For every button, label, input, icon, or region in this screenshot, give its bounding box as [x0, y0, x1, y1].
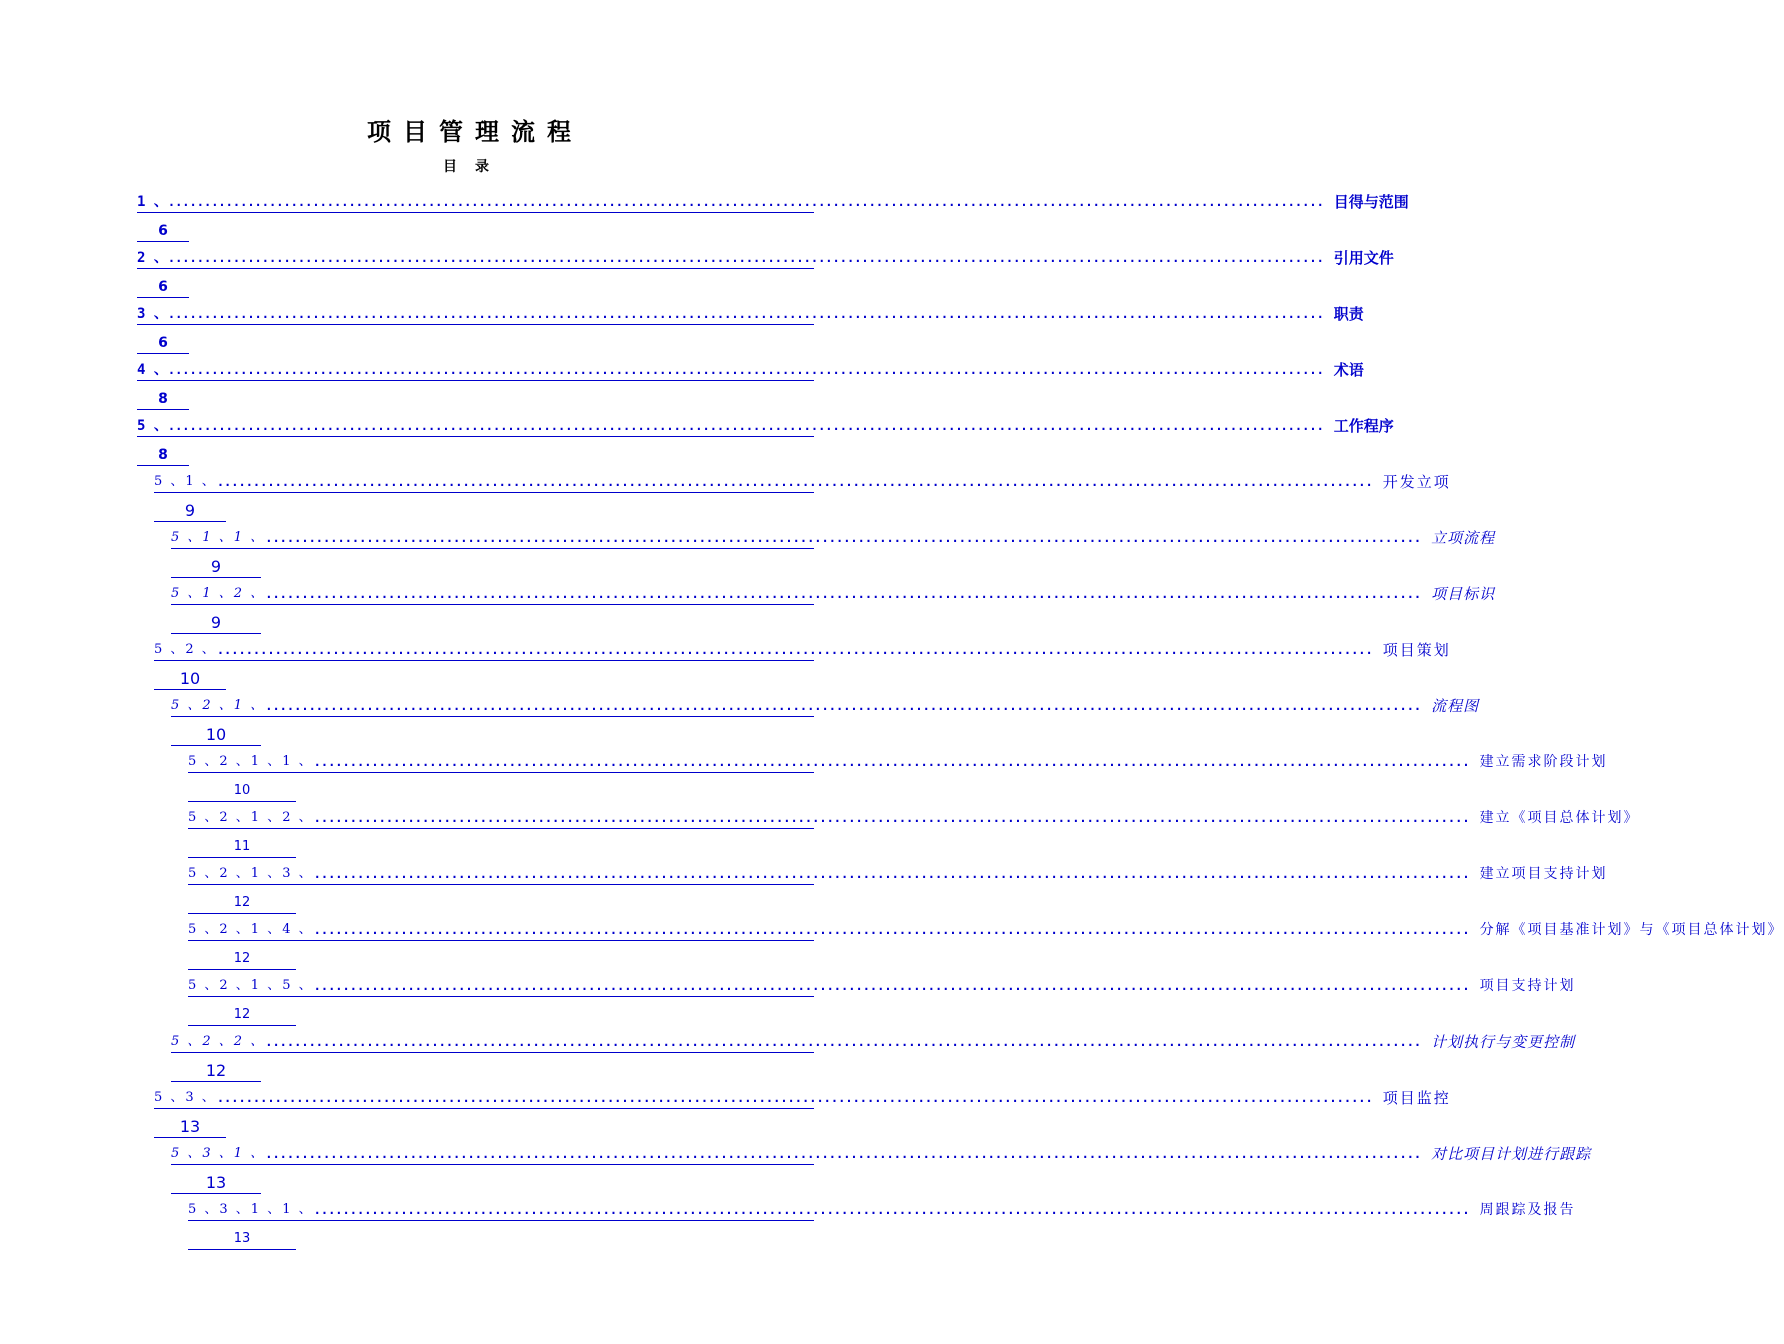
toc-dot-leader: ................................................................................................................................................................ — [313, 811, 1470, 825]
toc-page-number: 9 — [171, 557, 261, 578]
toc-entry-number: 5 、2 、1 、3 、 — [188, 866, 314, 881]
toc-page-number: 11 — [188, 837, 296, 858]
toc-entry-number: 5 、1 、1 、 — [171, 530, 266, 545]
toc-entry-number: 2 、 — [137, 250, 168, 266]
toc-page-number: 12 — [188, 893, 296, 914]
toc-entry-line — [137, 360, 1364, 381]
toc-dot-leader: ................................................................................................................................................................ — [167, 251, 1324, 265]
toc-entry-line — [171, 584, 1496, 605]
toc-dot-leader: ................................................................................................................................................................ — [313, 755, 1470, 769]
toc-entry-line — [154, 1088, 1451, 1109]
toc-entry-line — [154, 640, 1451, 661]
toc-entry-line — [137, 416, 1394, 437]
toc-entry[interactable] — [137, 192, 1409, 242]
toc-page-number: 10 — [171, 725, 261, 746]
toc-entry[interactable] — [188, 864, 1608, 914]
toc-dot-leader: ................................................................................................................................................................ — [313, 979, 1470, 993]
toc-entry-line — [137, 248, 1394, 269]
toc-entry[interactable] — [188, 976, 1576, 1026]
toc-entry-number: 5 、2 、1 、4 、 — [188, 922, 314, 937]
toc-entry[interactable] — [171, 1032, 1576, 1082]
toc-entry-label: 术语 — [1333, 361, 1364, 379]
toc-entry-label: 目得与范围 — [1333, 193, 1409, 211]
toc-entry-line — [188, 976, 1576, 997]
toc-entry-label: 对比项目计划进行跟踪 — [1431, 1145, 1592, 1163]
toc-entry-line — [188, 864, 1608, 885]
toc-entry-label: 分解《项目基准计划》与《项目总体计划》 — [1479, 922, 1784, 938]
toc-page-number: 13 — [154, 1117, 226, 1138]
toc-entry-number: 5 、1 、2 、 — [171, 586, 266, 601]
toc-entry-number: 5 、2 、1 、2 、 — [188, 810, 314, 825]
toc-dot-leader: ................................................................................................................................................................ — [216, 1091, 1373, 1105]
toc-entry-line — [137, 304, 1364, 325]
toc-entry-number: 5 、1 、 — [154, 474, 217, 489]
toc-page-number: 9 — [171, 613, 261, 634]
toc-dot-leader: ................................................................................................................................................................ — [313, 867, 1470, 881]
toc-entry-label: 项目策划 — [1382, 641, 1451, 659]
toc-entry-label: 立项流程 — [1431, 529, 1496, 547]
toc-page-number: 6 — [137, 221, 189, 242]
toc-dot-leader: ................................................................................................................................................................ — [216, 643, 1373, 657]
toc-dot-leader: ................................................................................................................................................................ — [313, 1203, 1470, 1217]
toc-entry-number: 5 、3 、1 、1 、 — [188, 1202, 314, 1217]
toc-entry-line — [188, 752, 1608, 773]
toc-page-number: 6 — [137, 333, 189, 354]
toc-dot-leader: ................................................................................................................................................................ — [167, 363, 1324, 377]
toc-entry-line — [171, 1144, 1592, 1165]
toc-entry[interactable] — [137, 360, 1364, 410]
toc-entry[interactable] — [137, 304, 1364, 354]
toc-entry-label: 周跟踪及报告 — [1479, 1202, 1576, 1218]
toc-entry-number: 1 、 — [137, 194, 168, 210]
toc-entry-line — [171, 1032, 1576, 1053]
toc-entry-number: 5 、2 、1 、 — [171, 698, 266, 713]
toc-entry-label: 建立项目支持计划 — [1479, 866, 1608, 882]
toc-entry-line — [188, 808, 1640, 829]
toc-entry[interactable] — [137, 248, 1394, 298]
toc-dot-leader: ................................................................................................................................................................ — [265, 1035, 1422, 1049]
toc-entry-number: 4 、 — [137, 362, 168, 378]
toc-dot-leader: ................................................................................................................................................................ — [216, 475, 1373, 489]
toc-page-number: 13 — [188, 1229, 296, 1250]
toc-entry-number: 5 、2 、2 、 — [171, 1034, 266, 1049]
toc-page-number: 6 — [137, 277, 189, 298]
toc-page-number: 8 — [137, 389, 189, 410]
toc-entry-line — [137, 192, 1409, 213]
toc-entry[interactable] — [171, 1144, 1592, 1194]
toc-page-number: 9 — [154, 501, 226, 522]
toc-entry[interactable] — [188, 752, 1608, 802]
toc-page-number: 12 — [171, 1061, 261, 1082]
toc-page-number: 8 — [137, 445, 189, 466]
toc-entry[interactable] — [171, 528, 1496, 578]
toc-entry[interactable] — [188, 808, 1640, 858]
toc-entry-label: 项目监控 — [1382, 1089, 1451, 1107]
toc-entry-line — [171, 528, 1496, 549]
toc-entry-line — [188, 1200, 1576, 1221]
toc-entry-label: 建立需求阶段计划 — [1479, 754, 1608, 770]
toc-entry[interactable] — [137, 416, 1394, 466]
toc-page-number: 12 — [188, 1005, 296, 1026]
toc-entry-number: 5 、3 、 — [154, 1090, 217, 1105]
toc-dot-leader: ................................................................................................................................................................ — [265, 699, 1422, 713]
toc-entry-label: 计划执行与变更控制 — [1431, 1033, 1576, 1051]
toc-entry[interactable] — [154, 472, 1451, 522]
toc-entry-label: 开发立项 — [1382, 473, 1451, 491]
toc-dot-leader: ................................................................................................................................................................ — [167, 419, 1324, 433]
toc-entry-number: 5 、2 、1 、1 、 — [188, 754, 314, 769]
toc-dot-leader: ................................................................................................................................................................ — [167, 307, 1324, 321]
toc-dot-leader: ................................................................................................................................................................ — [265, 587, 1422, 601]
toc-entry-number: 5 、2 、 — [154, 642, 217, 657]
toc-entry[interactable] — [188, 1200, 1576, 1250]
toc-entry-number: 5 、3 、1 、 — [171, 1146, 266, 1161]
toc-entry-number: 5 、2 、1 、5 、 — [188, 978, 314, 993]
toc-dot-leader: ................................................................................................................................................................ — [265, 1147, 1422, 1161]
toc-entry-line — [154, 472, 1451, 493]
toc-entry[interactable] — [171, 696, 1480, 746]
toc-dot-leader: ................................................................................................................................................................ — [167, 195, 1324, 209]
toc-entry-label: 流程图 — [1431, 697, 1480, 715]
toc-page-number: 12 — [188, 949, 296, 970]
toc-entry-number: 3 、 — [137, 306, 168, 322]
toc-entry-label: 引用文件 — [1333, 249, 1394, 267]
toc-entry-label: 项目支持计划 — [1479, 978, 1576, 994]
document-title: 项目管理流程 — [367, 118, 583, 146]
toc-entry-line — [188, 920, 1784, 941]
toc-page-number: 13 — [171, 1173, 261, 1194]
toc-dot-leader: ................................................................................................................................................................ — [313, 923, 1470, 937]
toc-heading: 目录 — [443, 159, 507, 175]
toc-entry[interactable] — [171, 584, 1496, 634]
toc-entry[interactable] — [154, 1088, 1451, 1138]
toc-entry-label: 项目标识 — [1431, 585, 1496, 603]
toc-page-number: 10 — [188, 781, 296, 802]
toc-entry-line — [171, 696, 1480, 717]
toc-page-number: 10 — [154, 669, 226, 690]
toc-entry[interactable] — [188, 920, 1784, 970]
toc-entry-number: 5 、 — [137, 418, 168, 434]
toc-entry[interactable] — [154, 640, 1451, 690]
toc-dot-leader: ................................................................................................................................................................ — [265, 531, 1422, 545]
toc-entry-label: 职责 — [1333, 305, 1364, 323]
toc-entry-label: 工作程序 — [1333, 417, 1394, 435]
toc-entry-label: 建立《项目总体计划》 — [1479, 810, 1640, 826]
